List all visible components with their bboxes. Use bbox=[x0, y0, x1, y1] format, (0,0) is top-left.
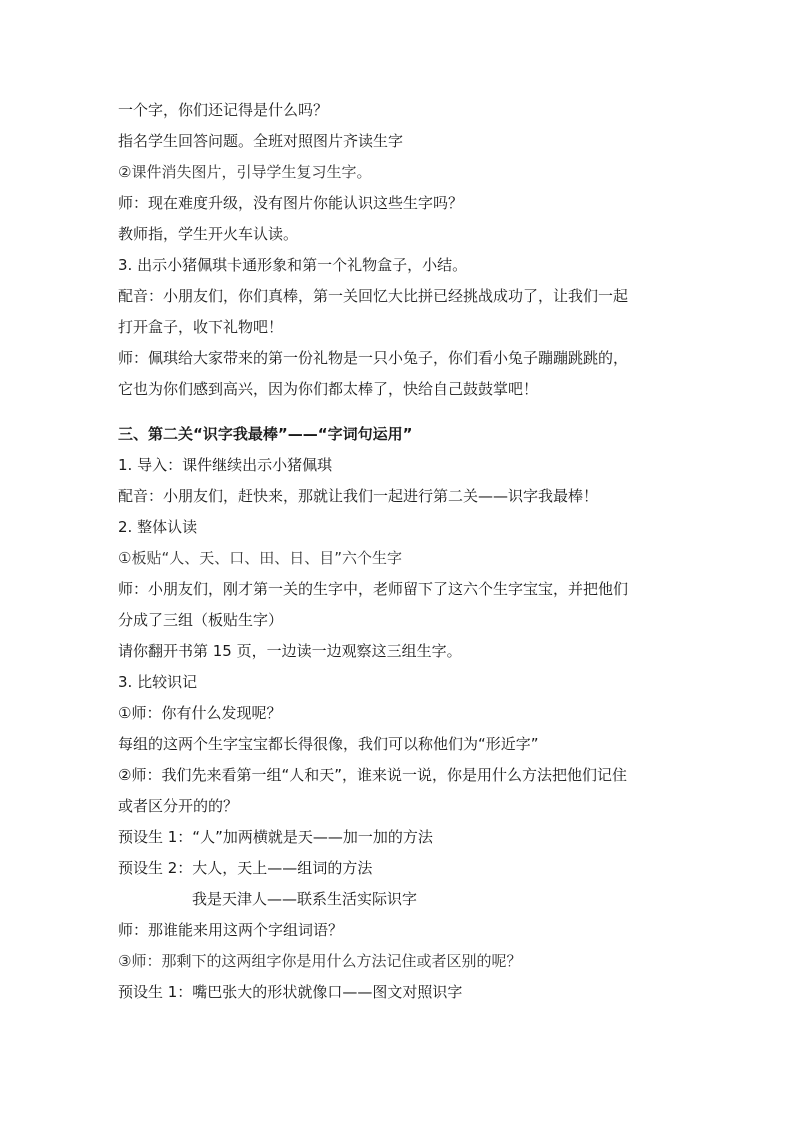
text-line: ②课件消失图片，引导学生复习生字。 bbox=[118, 163, 372, 181]
section-heading: 三、第二关“识字我最棒”——“字词句运用” bbox=[118, 425, 413, 443]
text-line: 它也为你们感到高兴，因为你们都太棒了，快给自己鼓鼓掌吧！ bbox=[118, 380, 539, 398]
numbered-step: 2. 整体认读 bbox=[118, 518, 198, 536]
text-line: 请你翻开书第 15 页，一边读一边观察这三组生字。 bbox=[118, 642, 462, 660]
text-line: 预设生 1：嘴巴张大的形状就像口——图文对照识字 bbox=[118, 983, 463, 1001]
text-line: 一个字，你们还记得是什么吗？ bbox=[118, 101, 329, 119]
document-body bbox=[118, 95, 678, 1008]
text-line: 师：现在难度升级，没有图片你能认识这些生字吗？ bbox=[118, 194, 464, 212]
text-line: 配音：小朋友们，你们真棒，第一关回忆大比拼已经挑战成功了，让我们一起 bbox=[118, 287, 629, 305]
text-line: 教师指，学生开火车认读。 bbox=[118, 225, 299, 243]
text-line: 每组的这两个生字宝宝都长得很像，我们可以称他们为“形近字” bbox=[118, 735, 539, 753]
text-line: ③师：那剩下的这两组字你是用什么方法记住或者区别的呢？ bbox=[118, 952, 522, 970]
text-line: 或者区分开的的？ bbox=[118, 797, 239, 815]
text-line: 我是天津人——联系生活实际识字 bbox=[192, 890, 418, 908]
numbered-step: 1. 导入：课件继续出示小猪佩琪 bbox=[118, 456, 333, 474]
text-line: 师：那谁能来用这两个字组词语？ bbox=[118, 921, 344, 939]
text-line: ②师：我们先来看第一组“人和天”，谁来说一说，你是用什么方法把他们记住 bbox=[118, 766, 627, 784]
text-line: 配音：小朋友们，赶快来，那就让我们一起进行第二关——识字我最棒！ bbox=[118, 487, 599, 505]
text-line: 预设生 2：大人，天上——组词的方法 bbox=[118, 859, 373, 877]
text-line: 分成了三组（板贴生字） bbox=[118, 611, 284, 629]
numbered-step: 3. 比较识记 bbox=[118, 673, 198, 691]
text-line: 打开盒子，收下礼物吧！ bbox=[118, 318, 284, 336]
text-line: ①师：你有什么发现呢？ bbox=[118, 704, 282, 722]
text-line: 预设生 1：“人”加两横就是天——加一加的方法 bbox=[118, 828, 433, 846]
text-line: 师：小朋友们，刚才第一关的生字中，老师留下了这六个生字宝宝，并把他们 bbox=[118, 580, 629, 598]
text-line: 师：佩琪给大家带来的第一份礼物是一只小兔子，你们看小兔子蹦蹦跳跳的， bbox=[118, 349, 629, 367]
numbered-step: 3. 出示小猪佩琪卡通形象和第一个礼物盒子，小结。 bbox=[118, 256, 468, 274]
text-line: 指名学生回答问题。全班对照图片齐读生字 bbox=[118, 132, 404, 150]
text-line: ①板贴“人、天、口、田、日、目”六个生字 bbox=[118, 549, 402, 567]
